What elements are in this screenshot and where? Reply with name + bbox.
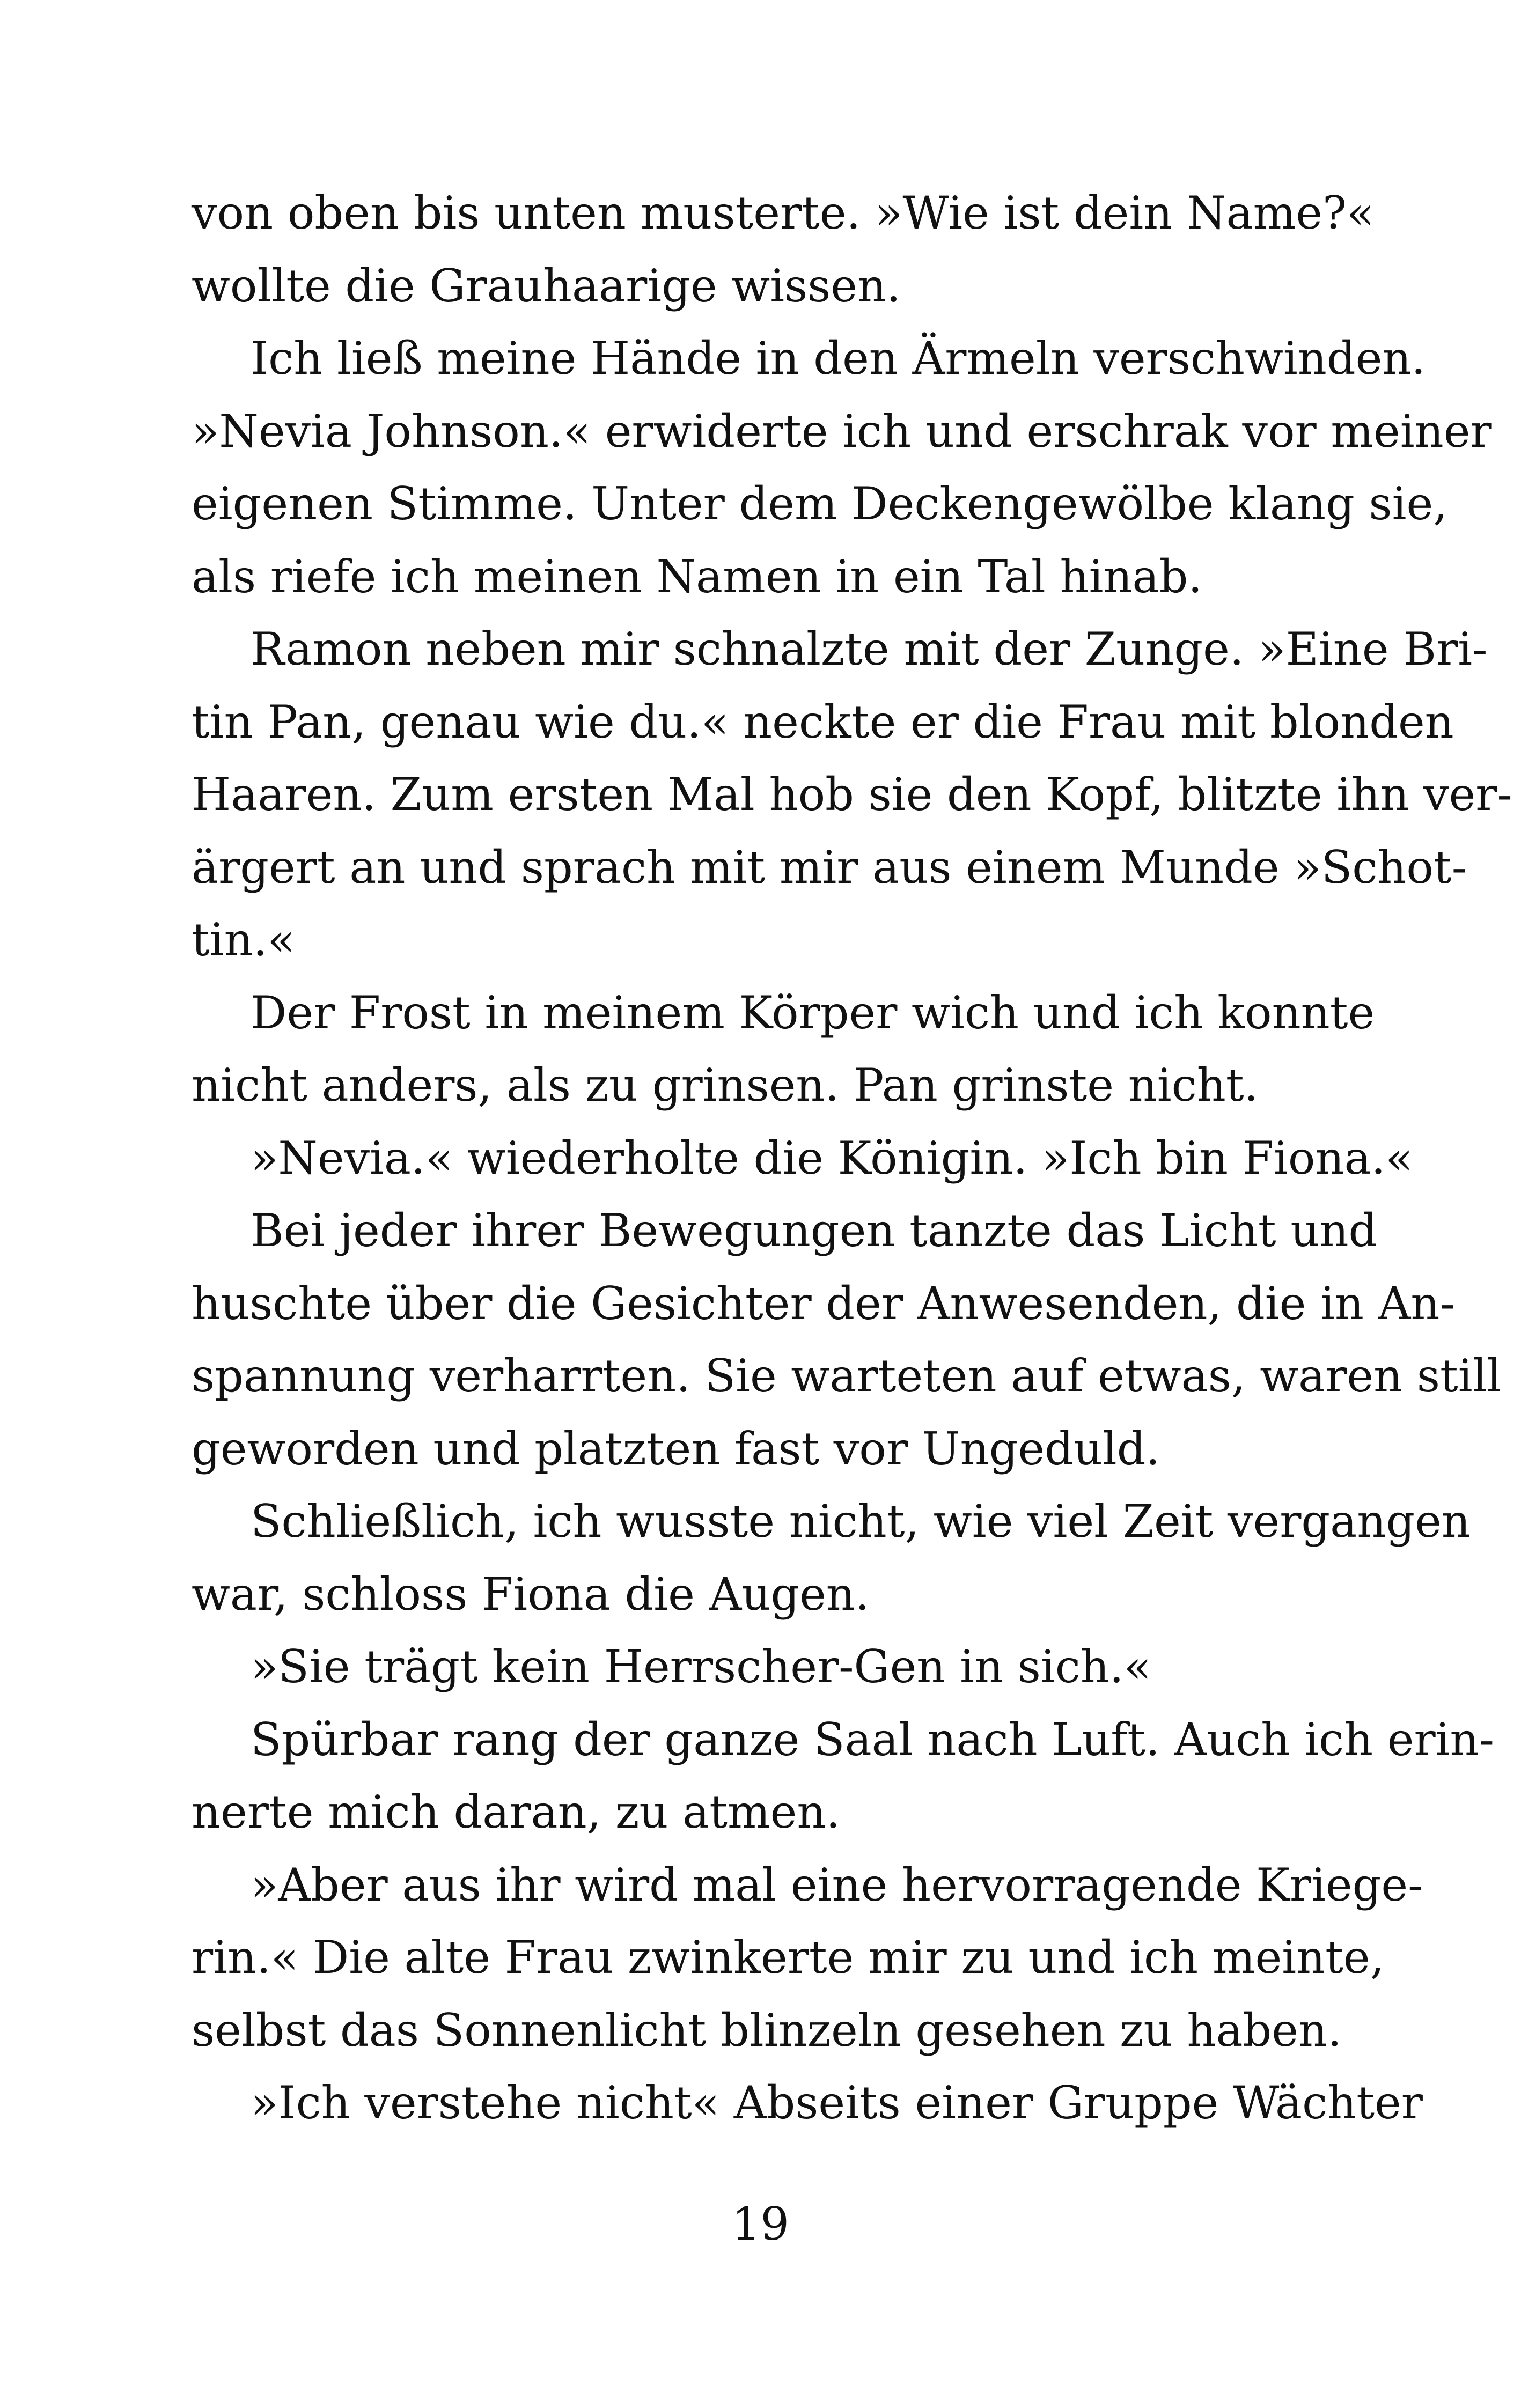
text-line: Ramon neben mir schnalzte mit der Zunge. »Eine Bri- xyxy=(251,623,1488,675)
text-line: war, schloss Fiona die Augen. xyxy=(192,1567,870,1621)
text-line: ärgert an und sprach mit mir aus einem Munde »Schot- xyxy=(192,841,1467,894)
text-line: selbst das Sonnenlicht blinzeln gesehen zu haben. xyxy=(192,2004,1342,2057)
text-line: Spürbar rang der ganze Saal nach Luft. Auch ich erin- xyxy=(251,1713,1494,1766)
text-line: geworden und platzten fast vor Ungeduld. xyxy=(192,1422,1160,1475)
text-line: Schließlich, ich wusste nicht, wie viel Zeit vergangen xyxy=(251,1495,1471,1548)
text-line: spannung verharrten. Sie warteten auf etwas, waren still xyxy=(192,1350,1502,1402)
text-line: eigenen Stimme. Unter dem Deckengewölbe klang sie, xyxy=(192,477,1447,530)
text-line: nicht anders, als zu grinsen. Pan grinste nicht. xyxy=(192,1059,1259,1111)
text-line: »Ich verstehe nicht« Abseits einer Gruppe Wächter xyxy=(251,2076,1423,2129)
text-line: »Nevia Johnson.« erwiderte ich und erschrak vor meiner xyxy=(192,404,1492,458)
text-line: Der Frost in meinem Körper wich und ich konnte xyxy=(251,986,1375,1039)
text-line: tin Pan, genau wie du.« neckte er die Frau mit blonden xyxy=(192,695,1454,748)
text-line: Haaren. Zum ersten Mal hob sie den Kopf, blitzte ihn ver- xyxy=(192,768,1512,821)
text-line: wollte die Grauhaarige wissen. xyxy=(192,259,901,312)
body-text xyxy=(192,177,1512,2140)
page-number: 19 xyxy=(732,2198,789,2250)
text-line: »Sie trägt kein Herrscher-Gen in sich.« xyxy=(251,1640,1151,1693)
text-line: Ich ließ meine Hände in den Ärmeln verschwinden. xyxy=(251,332,1426,385)
text-line: »Aber aus ihr wird mal eine hervorragende Kriege- xyxy=(251,1858,1423,1911)
text-line: von oben bis unten musterte. »Wie ist dein Name?« xyxy=(192,187,1375,239)
text-line: rin.« Die alte Frau zwinkerte mir zu und ich meinte, xyxy=(192,1931,1385,1984)
text-line: »Nevia.« wiederholte die Königin. »Ich bin Fiona.« xyxy=(251,1131,1413,1184)
text-line: tin.« xyxy=(192,914,295,966)
text-line: Bei jeder ihrer Bewegungen tanzte das Licht und xyxy=(251,1204,1378,1257)
text-line: huschte über die Gesichter der Anwesenden, die in An- xyxy=(192,1277,1455,1330)
text-line: als riefe ich meinen Namen in ein Tal hinab. xyxy=(192,550,1203,603)
text-line: nerte mich daran, zu atmen. xyxy=(192,1786,841,1838)
